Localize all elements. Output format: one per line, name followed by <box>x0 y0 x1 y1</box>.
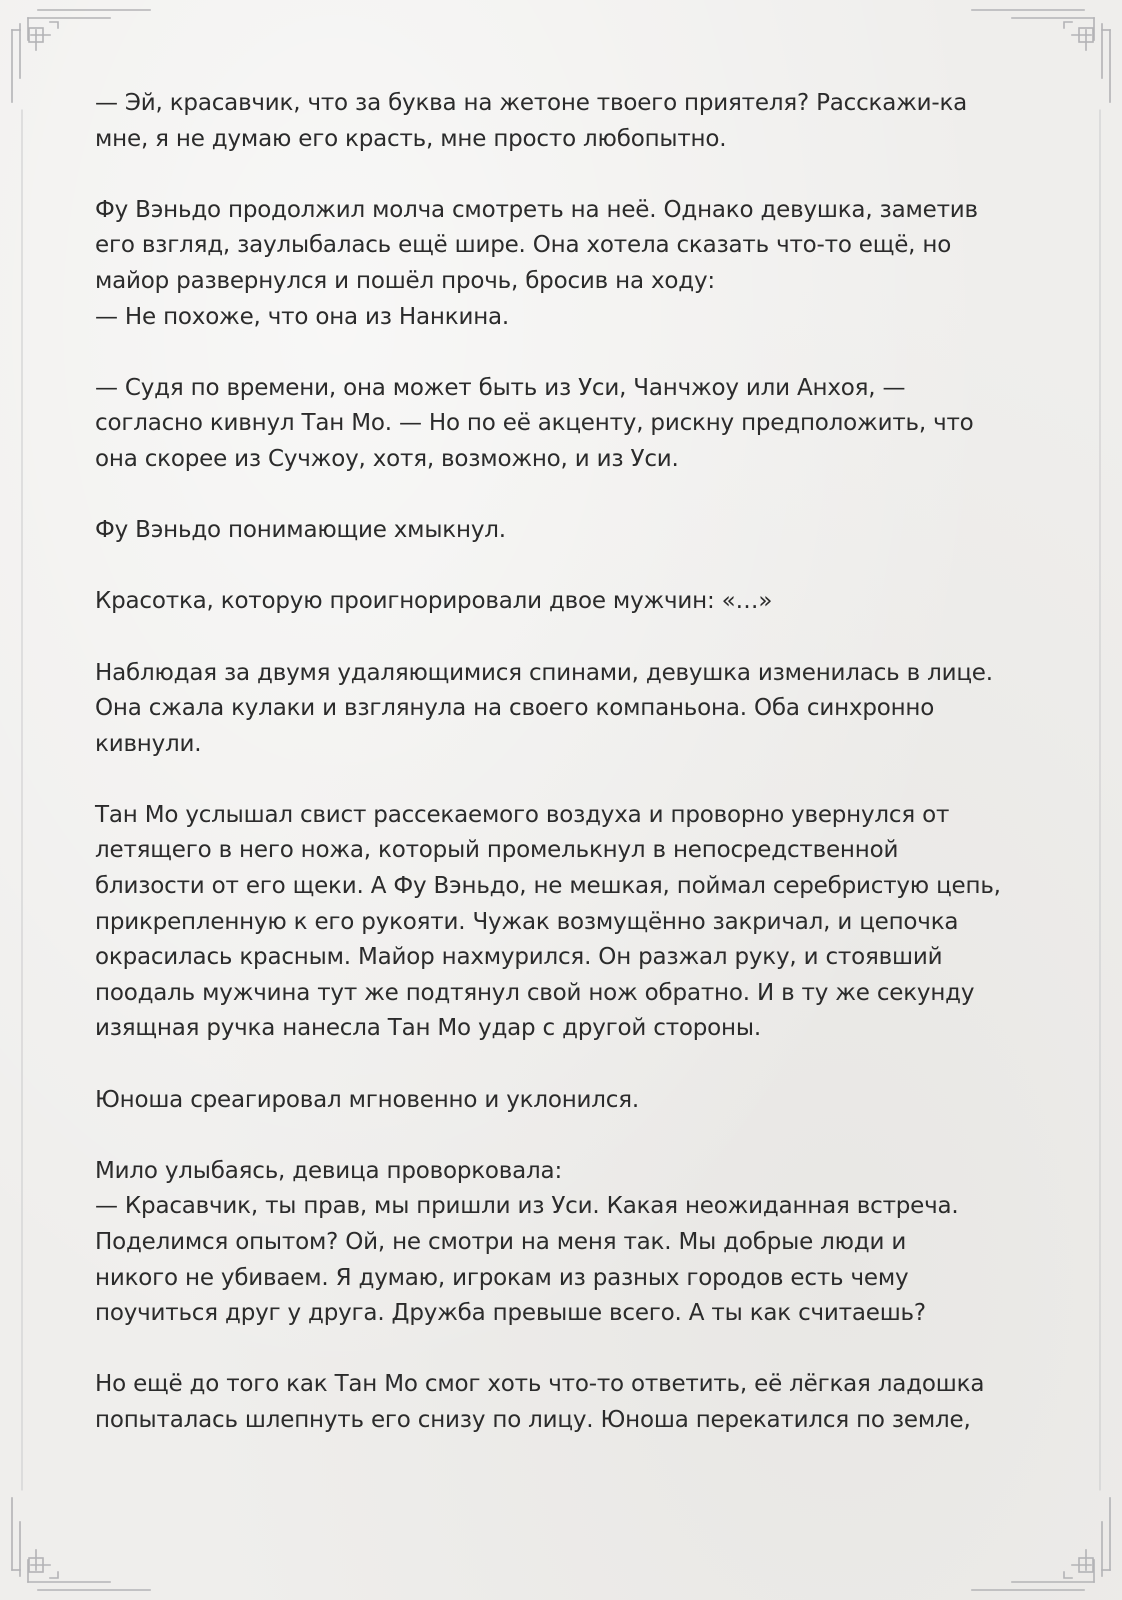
text-line: Но ещё до того как Тан Мо смог хоть что-то ответить, её лёгкая ладошка <box>95 1371 985 1398</box>
text-line: близости от его щеки. А Фу Вэньдо, не мешкая, поймал серебристую цепь, <box>95 873 1001 900</box>
paragraph <box>95 371 1035 478</box>
text-line: согласно кивнул Тан Мо. — Но по её акценту, рискну предположить, что <box>95 410 974 437</box>
text-line: летящего в него ножа, который промелькнул в непосредственной <box>95 837 899 864</box>
text-line: Красотка, которую проигнорировали двое мужчин: «…» <box>95 588 773 615</box>
text-line: кивнули. <box>95 730 202 757</box>
text-line: поучиться друг у друга. Дружба превыше всего. А ты как считаешь? <box>95 1300 926 1327</box>
paragraph <box>95 193 1035 335</box>
text-line: Тан Мо услышал свист рассекаемого воздуха и проворно увернулся от <box>95 801 950 828</box>
text-line: изящная ручка нанесла Тан Мо удар с другой стороны. <box>95 1015 761 1042</box>
text-line: попыталась шлепнуть его снизу по лицу. Юноша перекатился по земле, <box>95 1406 971 1433</box>
paragraph <box>95 584 1035 620</box>
text-line: никого не убиваем. Я думаю, игрокам из разных городов есть чему <box>95 1264 909 1291</box>
text-line: Поделимся опытом? Ой, не смотри на меня так. Мы добрые люди и <box>95 1229 907 1255</box>
text-line: окрасилась красным. Майор нахмурился. Он разжал руку, и стоявший <box>95 944 943 971</box>
paragraph <box>95 656 1035 763</box>
text-line: Юноша среагировал мгновенно и уклонился. <box>95 1086 639 1113</box>
text-line: Фу Вэньдо продолжил молча смотреть на неё. Однако девушка, заметив <box>95 196 978 223</box>
text-line: майор развернулся и пошёл прочь, бросив на ходу: <box>95 267 715 294</box>
text-line: Мило улыбаясь, девица проворковала: <box>95 1157 562 1184</box>
paragraph <box>95 86 1035 157</box>
text-line: мне, я не думаю его красть, мне просто любопытно. <box>95 125 727 152</box>
text-line: его взгляд, заулыбалась ещё шире. Она хотела сказать что-то ещё, но <box>95 232 952 259</box>
text-line: — Красавчик, ты прав, мы пришли из Уси. Какая неожиданная встреча. <box>95 1193 959 1220</box>
text-line: поодаль мужчина тут же подтянул свой нож обратно. И в ту же секунду <box>95 979 975 1006</box>
text-line: Наблюдая за двумя удаляющимися спинами, девушка изменилась в лице. <box>95 659 993 686</box>
text-line: прикрепленную к его рукояти. Чужак возмущённо закричал, и цепочка <box>95 908 959 935</box>
paragraph <box>95 1083 1035 1119</box>
text-line: Она сжала кулаки и взглянула на своего компаньона. Оба синхронно <box>95 695 935 722</box>
text-line: она скорее из Сучжоу, хотя, возможно, и из Уси. <box>95 445 679 472</box>
text-line: Фу Вэньдо понимающие хмыкнул. <box>95 517 506 544</box>
paragraph <box>95 513 1035 549</box>
document-body <box>95 86 1035 1474</box>
text-line: — Эй, красавчик, что за буква на жетоне твоего приятеля? Расскажи-ка <box>95 90 968 116</box>
text-line: — Судя по времени, она может быть из Уси, Чанчжоу или Анхоя, — <box>95 374 906 401</box>
paragraph <box>95 1154 1035 1332</box>
paragraph <box>95 798 1035 1047</box>
paragraph <box>95 1367 1035 1438</box>
text-line: — Не похоже, что она из Нанкина. <box>95 303 510 330</box>
